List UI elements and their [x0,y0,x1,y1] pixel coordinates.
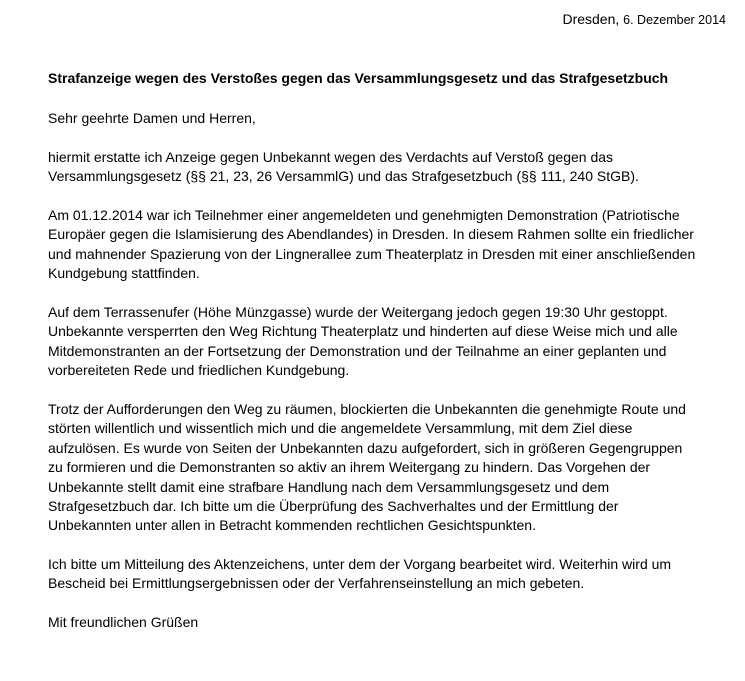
date-city: Dresden, [562,11,620,27]
paragraph-line: und mahnender Spazierung von der Lingnerallee zum Theaterplatz in Dresden mit einer anschließenden [48,245,696,262]
paragraph-line: vorbereiteten Rede und friedlichen Kundgebung. [48,362,350,379]
paragraph-line: Kundgebung stattfinden. [48,265,200,282]
paragraph-line: aufzulösen. Es wurde von Seiten der Unbekannten dazu aufgefordert, sich in größeren Gegengruppen [48,439,683,456]
paragraph-line: Am 01.12.2014 war ich Teilnehmer einer angemeldeten und genehmigten Demonstration (Patriotische [48,207,680,223]
paragraph-2 [48,206,738,284]
paragraph-line: Unbekannten unter allen in Betracht kommenden rechtlichen Gesichtspunkten. [48,517,536,534]
paragraph-line: hiermit erstatte ich Anzeige gegen Unbekannt wegen des Verdachts auf Verstoß gegen das [48,149,614,165]
paragraph-line: Bescheid bei Ermittlungsergebnissen oder der Verfahrenseinstellung an mich gebeten. [48,575,585,592]
date-value: 6. Dezember 2014 [623,13,726,27]
closing [48,613,738,632]
paragraph-5 [48,555,738,594]
paragraph-3 [48,303,738,381]
paragraph-line: Trotz der Aufforderungen den Weg zu räumen, blockierten die Unbekannten die genehmigte Route und [48,401,686,417]
paragraph-4 [48,400,738,536]
paragraph-line: Mitdemonstranten an der Fortsetzung der Demonstration und der Teilnahme an einer geplanten und [48,342,667,359]
paragraph-line: Unbekannte stellt damit eine strafbare Handlung nach dem Versammlungsgesetz und dem [48,478,610,495]
letter-subject: Strafanzeige wegen des Verstoßes gegen das Versammlungsgesetz und das Strafgesetzbuch [48,70,669,86]
paragraph-1 [48,148,738,187]
paragraph-line: Ich bitte um Mitteilung des Aktenzeichens, unter dem der Vorgang bearbeitet wird. Weiterhin wird um [48,556,672,572]
salutation-text: Sehr geehrte Damen und Herren, [48,110,256,126]
paragraph-line: störten willentlich und wissentlich mich und die angemeldete Versammlung, mit dem Ziel diese [48,420,633,437]
salutation [48,109,738,128]
paragraph-line: Unbekannte versperrten den Weg Richtung Theaterplatz und hinderten auf diese Weise mich und alle [48,323,678,340]
letter-date [562,11,726,27]
paragraph-line: zu formieren und die Demonstranten so aktiv an ihrem Weitergang zu hindern. Das Vorgehen der [48,459,651,476]
closing-text: Mit freundlichen Grüßen [48,614,199,630]
paragraph-line: Auf dem Terrassenufer (Höhe Münzgasse) wurde der Weitergang jedoch gegen 19:30 Uhr gestoppt. [48,304,668,320]
paragraph-line: Versammlungsgesetz (§§ 21, 23, 26 VersammlG) und das Strafgesetzbuch (§§ 111, 240 StGB). [48,168,639,185]
paragraph-line: Europäer gegen die Islamisierung des Abendlandes) in Dresden. In diesem Rahmen sollte ein friedlicher [48,226,694,243]
paragraph-line: Strafgesetzbuch dar. Ich bitte um die Überprüfung des Sachverhaltes und der Ermittlung der [48,498,619,515]
